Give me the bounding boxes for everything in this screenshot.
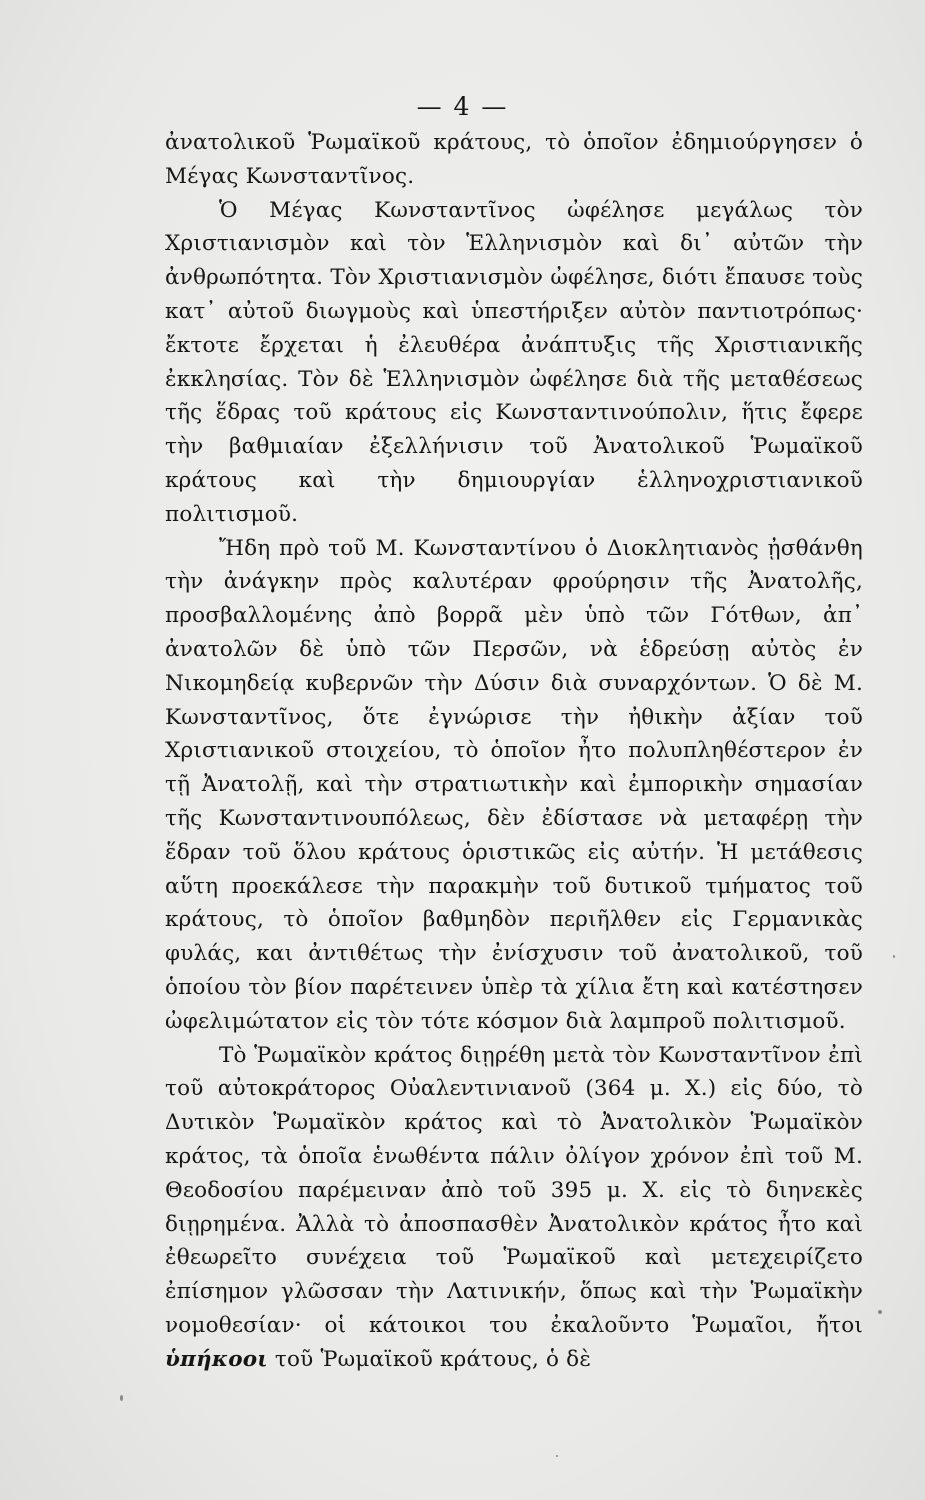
page-number: — 4 —: [416, 92, 509, 121]
paper-speck: [556, 1455, 558, 1457]
paragraph-4: [165, 1039, 863, 1377]
paragraph-3: Ἤδη πρὸ τοῦ Μ. Κωνσταντίνου ὁ Διοκλητιανὸς ᾐσθάνθη τὴν ἀνάγκην πρὸς καλυτέραν φρούρησιν τῆς Ἀνατολῆς, προσβαλλομένης ἀπὸ βορρᾶ μὲν ὑπὸ τῶν Γότθων, ἀπ᾽ ἀνατολῶν δὲ ὑπὸ τῶν Περσῶν, νὰ ἑδρεύσῃ αὐτὸς ἐν Νικομηδείᾳ κυβερνῶν τὴν Δύσιν διὰ συναρχόντων. Ὁ δὲ Μ. Κωνσταντῖνος, ὅτε ἐγνώρισε τὴν ἠθικὴν ἀξίαν τοῦ Χριστιανικοῦ στοιχείου, τὸ ὁποῖον ἦτο πολυπληθέστερον ἐν τῇ Ἀνατολῇ, καὶ τὴν στρατιωτικὴν καὶ ἐμπορικὴν σημασίαν τῆς Κωνσταντινουπόλεως, δὲν ἐδίστασε νὰ μεταφέρῃ τὴν ἕδραν τοῦ ὅλου κράτους ὁριστικῶς εἰς αὐτήν. Ἡ μετάθεσις αὕτη προεκάλεσε τὴν παρακμὴν τοῦ δυτικοῦ τμήματος τοῦ κράτους, τὸ ὁποῖον βαθμηδὸν περιῆλθεν εἰς Γερμανικὰς φυλάς, και ἀντιθέτως τὴν ἐνίσχυσιν τοῦ ἀνατολικοῦ, τοῦ ὁποίου τὸν βίον παρέτεινεν ὑπὲρ τὰ χίλια ἔτη καὶ κατέστησεν ὠφελιμώτατον εἰς τὸν τότε κόσμον διὰ λαμπροῦ πολιτισμοῦ.: [165, 535, 863, 1034]
paper-speck: [120, 1395, 123, 1401]
paragraph-4-text-after: τοῦ Ῥωμαϊκοῦ κράτους, ὁ δὲ: [267, 1346, 592, 1372]
emphasized-word: ὑπήκοοι: [165, 1346, 268, 1372]
paragraph-1: ἀνατολικοῦ Ῥωμαϊκοῦ κράτους, τὸ ὁποῖον ἐδημιούργησεν ὁ Μέγας Κωνσταντῖνος.: [165, 130, 863, 189]
paragraph-4-text-before: Τὸ Ῥωμαϊκὸν κράτος διῃρέθη μετὰ τὸν Κωνσταντῖνον ἐπὶ τοῦ αὐτοκράτορος Οὐαλεντινιανοῦ (364 μ. Χ.) εἰς δύο, τὸ Δυτικὸν Ῥωμαϊκὸν κράτος καὶ τὸ Ἀνατολικὸν Ῥωμαϊκὸν κράτος, τὰ ὁποῖα ἑνωθέντα πάλιν ὀλίγον χρόνον ἐπὶ τοῦ Μ. Θεοδοσίου παρέμειναν ἀπὸ τοῦ 395 μ. Χ. εἰς τὸ διηνεκὲς διῃρημένα. Ἀλλὰ τὸ ἀποσπασθὲν Ἀνατολικὸν κράτος ἦτο καὶ ἐθεωρεῖτο συνέχεια τοῦ Ῥωμαϊκοῦ καὶ μετεχειρίζετο ἐπίσημον γλῶσσαν τὴν Λατινικήν, ὅπως καὶ τὴν Ῥωμαϊκὴν νομοθεσίαν· οἱ κάτοικοι του ἐκαλοῦντο Ῥωμαῖοι, ἤτοι: [165, 1042, 863, 1338]
paper-speck: [893, 955, 895, 958]
body-text: [165, 126, 863, 1376]
paragraph-2: Ὁ Μέγας Κωνσταντῖνος ὠφέλησε μεγάλως τὸν Χριστιανισμὸν καὶ τὸν Ἑλληνισμὸν καὶ δι᾽ αὐτῶν τὴν ἀνθρωπότητα. Τὸν Χριστιανισμὸν ὠφέλησε, διότι ἔπαυσε τοὺς κατ᾽ αὐτοῦ διωγμοὺς καὶ ὑπεστήριξεν αὐτὸν παντιοτρόπως· ἔκτοτε ἔρχεται ἡ ἐλευθέρα ἀνάπτυξις τῆς Χριστιανικῆς ἐκκλησίας. Τὸν δὲ Ἑλληνισμὸν ὠφέλησε διὰ τῆς μεταθέσεως τῆς ἕδρας τοῦ κράτους εἰς Κωνσταντινούπολιν, ἥτις ἔφερε τὴν βαθμιαίαν ἐξελλήνισιν τοῦ Ἀνατολικοῦ Ῥωμαϊκοῦ κράτους καὶ τὴν δημιουργίαν ἑλληνοχριστιανικοῦ πολιτισμοῦ.: [165, 197, 863, 527]
paper-speck: [878, 1310, 882, 1314]
